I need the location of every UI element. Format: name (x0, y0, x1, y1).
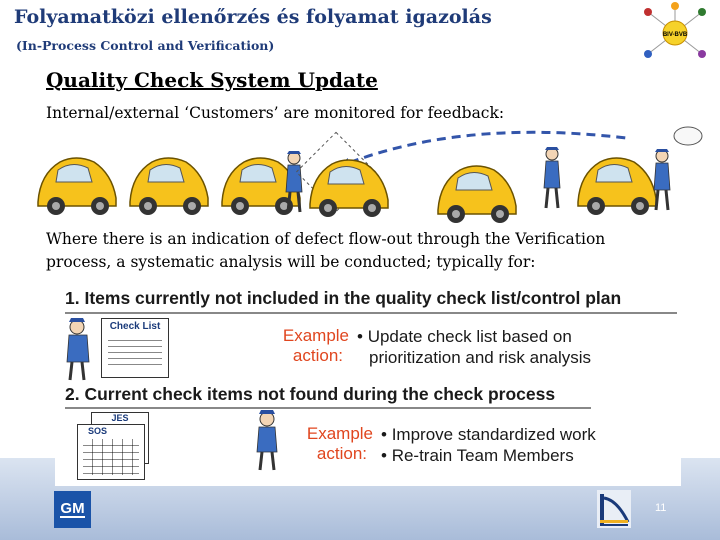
divider (65, 312, 677, 314)
car-icon (130, 158, 208, 215)
sos-document: SOS (77, 424, 145, 480)
inspector-icon (251, 410, 285, 472)
intro-text: Internal/external ‘Customers’ are monitored for feedback: (46, 104, 505, 122)
car-icon (438, 166, 516, 223)
section-heading: Quality Check System Update (46, 68, 378, 92)
jes-document: JES (91, 412, 149, 464)
slide-title: Folyamatközi ellenőrzés és folyamat igazolás (14, 6, 492, 28)
customer-icon (544, 147, 560, 208)
logo-center-label: BIV-BVB (662, 32, 688, 38)
item-1-title: 1. Items currently not included in the quality check list/control plan (65, 288, 622, 308)
process-logo (636, 0, 714, 66)
gm-logo: GM (54, 491, 91, 528)
worker-icon (61, 318, 99, 382)
action-item: prioritization and risk analysis (369, 348, 592, 367)
check-list-label: Check List (109, 321, 161, 332)
action-item: • Re-train Team Members (381, 446, 574, 465)
action-item: • Update check list based on (357, 327, 572, 346)
check-list-lines (108, 335, 162, 369)
customer-icon (654, 149, 670, 210)
analysis-panel (55, 282, 681, 486)
example-label-1: Example action: (282, 326, 349, 365)
car-icon (310, 160, 388, 217)
action-item: • Improve standardized work (381, 425, 596, 444)
example-label-2: Example action: (306, 424, 373, 463)
bridge-logo (597, 490, 631, 528)
check-list-document (101, 318, 169, 378)
customer-feedback-illustration (36, 126, 712, 224)
slide-subtitle: (In-Process Control and Verification) (16, 38, 275, 53)
page-number: 11 (655, 502, 667, 514)
action-list-1 (357, 326, 591, 368)
action-list-2 (381, 424, 596, 466)
sos-grid (83, 439, 139, 475)
divider (65, 407, 591, 409)
car-icon (578, 158, 656, 215)
item-2-title: 2. Current check items not found during the check process (65, 384, 556, 404)
analysis-paragraph: Where there is an indication of defect flow-out through the Verification process, a systematic analysis will be conducted; typically for: (46, 230, 606, 271)
car-icon (38, 158, 116, 215)
